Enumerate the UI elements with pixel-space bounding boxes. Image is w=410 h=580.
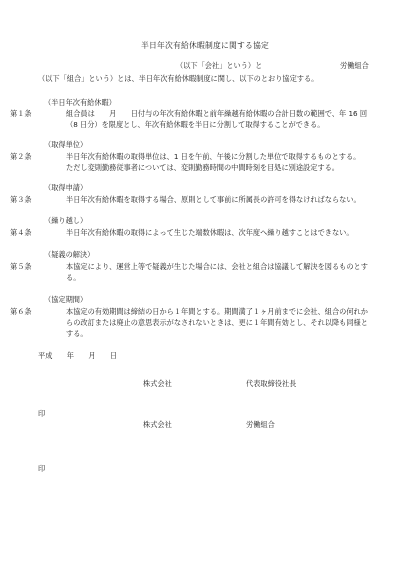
company-party: （以下「会社」という）と — [176, 61, 263, 70]
article-2-proviso: ただし変則勤務従事者については、変則勤務時間の中間時刻を目処に別途設定する。 — [66, 163, 339, 172]
article-6 — [10, 307, 374, 339]
article-1-text: 組合員は 月 日付与の年次有給休暇と前年繰越有給休暇の合計日数の範囲で、年 16 回（8 日分）を限度とし、年次有給休暇を半日に分割して取得することができる。 — [66, 109, 368, 129]
intro-paragraph: （以下「組合」という）とは、半日年次有給休暇制度に関し、以下のとおり協定する。 — [38, 74, 319, 83]
article-2-heading: （取得単位） — [44, 140, 88, 149]
article-6-text: 本協定の有効期間は締結の日から１年間とする。期間満了１ヶ月前までに会社、組合の何れからの改訂または廃止の意思表示がなされないときは、更に１年間有効とし、それ以降も同様とする。 — [66, 307, 368, 338]
article-3-number: 第３条 — [10, 195, 32, 204]
article-5-number: 第５条 — [10, 262, 32, 271]
date-line: 平成 年 月 日 — [38, 351, 118, 360]
article-5 — [10, 262, 374, 284]
signature-2-seal: 印 — [38, 464, 46, 473]
signature-2-title: 労働組合 — [246, 420, 275, 429]
union-party: 労働組合 — [340, 61, 369, 70]
signature-1-seal: 印 — [38, 409, 46, 418]
article-4-text: 半日年次有給休暇の取得によって生じた端数休暇は、次年度へ繰り越すことはできない。 — [66, 228, 354, 237]
signature-2-company: 株式会社 — [143, 420, 172, 429]
article-3-text: 半日年次有給休暇を取得する場合、原則として事前に所属長の許可を得なければならない。 — [66, 195, 361, 204]
document-title: 半日年次有給休暇制度に関する協定 — [141, 41, 269, 50]
article-5-text: 本協定により、運営上等で疑義が生じた場合には、会社と組合は協議して解決を図るものとする。 — [66, 262, 368, 282]
article-1-heading: （半日年次有給休暇） — [44, 98, 116, 107]
article-6-heading: （協定期間） — [44, 295, 88, 304]
article-1 — [10, 109, 374, 131]
article-2-text: 半日年次有給休暇の取得単位は、1 日を午前、午後に分割した単位で取得するものとする。 — [66, 152, 361, 161]
article-3 — [10, 195, 374, 206]
signature-1-company: 株式会社 — [143, 379, 172, 388]
article-2-number: 第２条 — [10, 152, 32, 161]
article-1-number: 第１条 — [10, 109, 32, 118]
article-4 — [10, 228, 374, 239]
article-4-number: 第４条 — [10, 228, 32, 237]
article-2 — [10, 152, 374, 163]
article-3-heading: （取得申請） — [44, 183, 88, 192]
article-6-number: 第６条 — [10, 307, 32, 316]
article-4-heading: （繰り越し） — [44, 216, 88, 225]
signature-1-title: 代表取締役社長 — [246, 379, 297, 388]
article-5-heading: （疑義の解決） — [44, 250, 95, 259]
